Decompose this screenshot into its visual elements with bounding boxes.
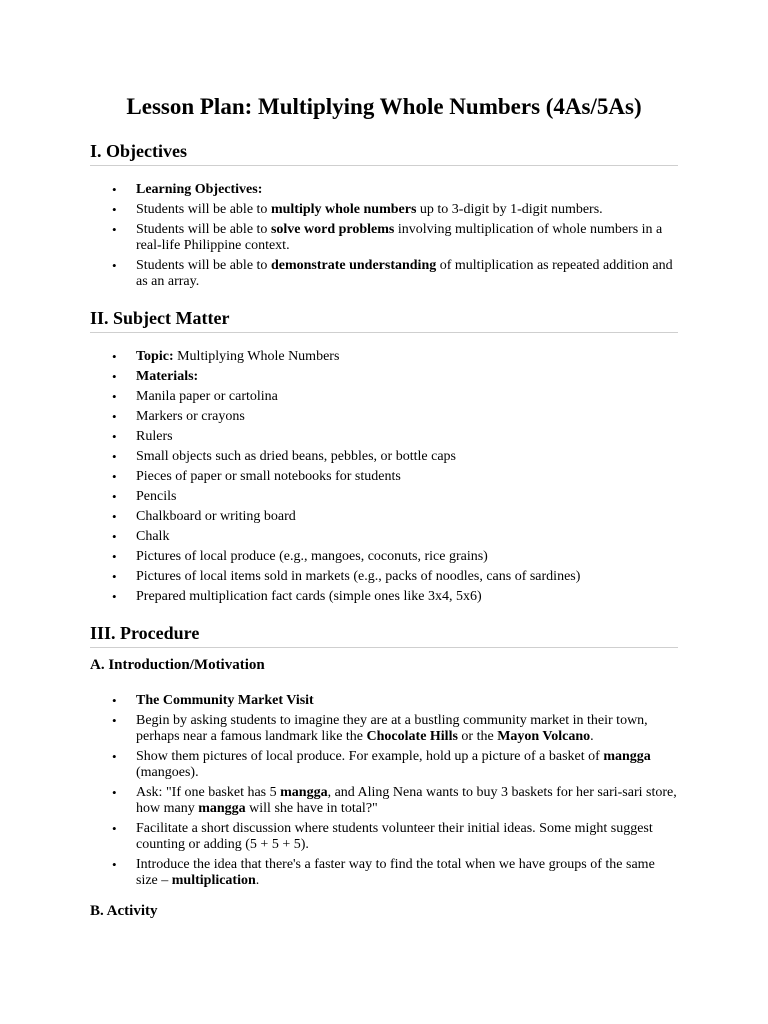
objectives-list — [90, 182, 678, 294]
list-item: • Pictures of local items sold in markets (e.g., packs of noodles, cans of sardines) — [90, 569, 678, 585]
list-item: • Pencils — [90, 489, 678, 505]
introduction-list — [90, 693, 678, 893]
page-title: Lesson Plan: Multiplying Whole Numbers (4As/5As) — [126, 94, 642, 119]
list-item: • Rulers — [90, 429, 678, 445]
section-heading-objectives: I. Objectives — [90, 139, 678, 166]
list-item: • Show them pictures of local produce. For example, hold up a picture of a basket of mangga (mangoes). — [90, 749, 678, 781]
list-item: • Topic: Multiplying Whole Numbers — [90, 349, 678, 365]
objectives-label: Learning Objectives: — [136, 182, 263, 197]
list-item: • Markers or crayons — [90, 409, 678, 425]
list-item: • Pieces of paper or small notebooks for students — [90, 469, 678, 485]
section-heading-subject-matter: II. Subject Matter — [90, 306, 678, 333]
section-heading-procedure: III. Procedure — [90, 621, 678, 648]
list-item: • Introduce the idea that there's a faster way to find the total when we have groups of the same size – multiplication. — [90, 857, 678, 889]
list-item: • Materials: — [90, 369, 678, 385]
subject-matter-list — [90, 349, 678, 609]
list-item: • Chalkboard or writing board — [90, 509, 678, 525]
list-item: • Facilitate a short discussion where students volunteer their initial ideas. Some might suggest counting or adding (5 + 5 + 5). — [90, 821, 678, 853]
subsection-heading-introduction: A. Introduction/Motivation — [90, 657, 265, 673]
list-item: • Pictures of local produce (e.g., mangoes, coconuts, rice grains) — [90, 549, 678, 565]
list-item: • Begin by asking students to imagine they are at a bustling community market in their town, perhaps near a famous landmark like the Chocolate Hills or the Mayon Volcano. — [90, 713, 678, 745]
list-item: • Chalk — [90, 529, 678, 545]
list-item: • Students will be able to multiply whole numbers up to 3-digit by 1-digit numbers. — [90, 202, 678, 218]
list-item: • The Community Market Visit — [90, 693, 678, 709]
subsection-heading-activity: B. Activity — [90, 903, 158, 919]
list-item: • Students will be able to solve word problems involving multiplication of whole numbers in a real-life Philippine context. — [90, 222, 678, 254]
list-item: • Students will be able to demonstrate understanding of multiplication as repeated addition and as an array. — [90, 258, 678, 290]
list-item: • Small objects such as dried beans, pebbles, or bottle caps — [90, 449, 678, 465]
list-item: • Prepared multiplication fact cards (simple ones like 3x4, 5x6) — [90, 589, 678, 605]
list-item: • Ask: "If one basket has 5 mangga, and Aling Nena wants to buy 3 baskets for her sari-sari store, how many mangga will she have in total?" — [90, 785, 678, 817]
list-item — [90, 182, 678, 198]
list-item: • Manila paper or cartolina — [90, 389, 678, 405]
